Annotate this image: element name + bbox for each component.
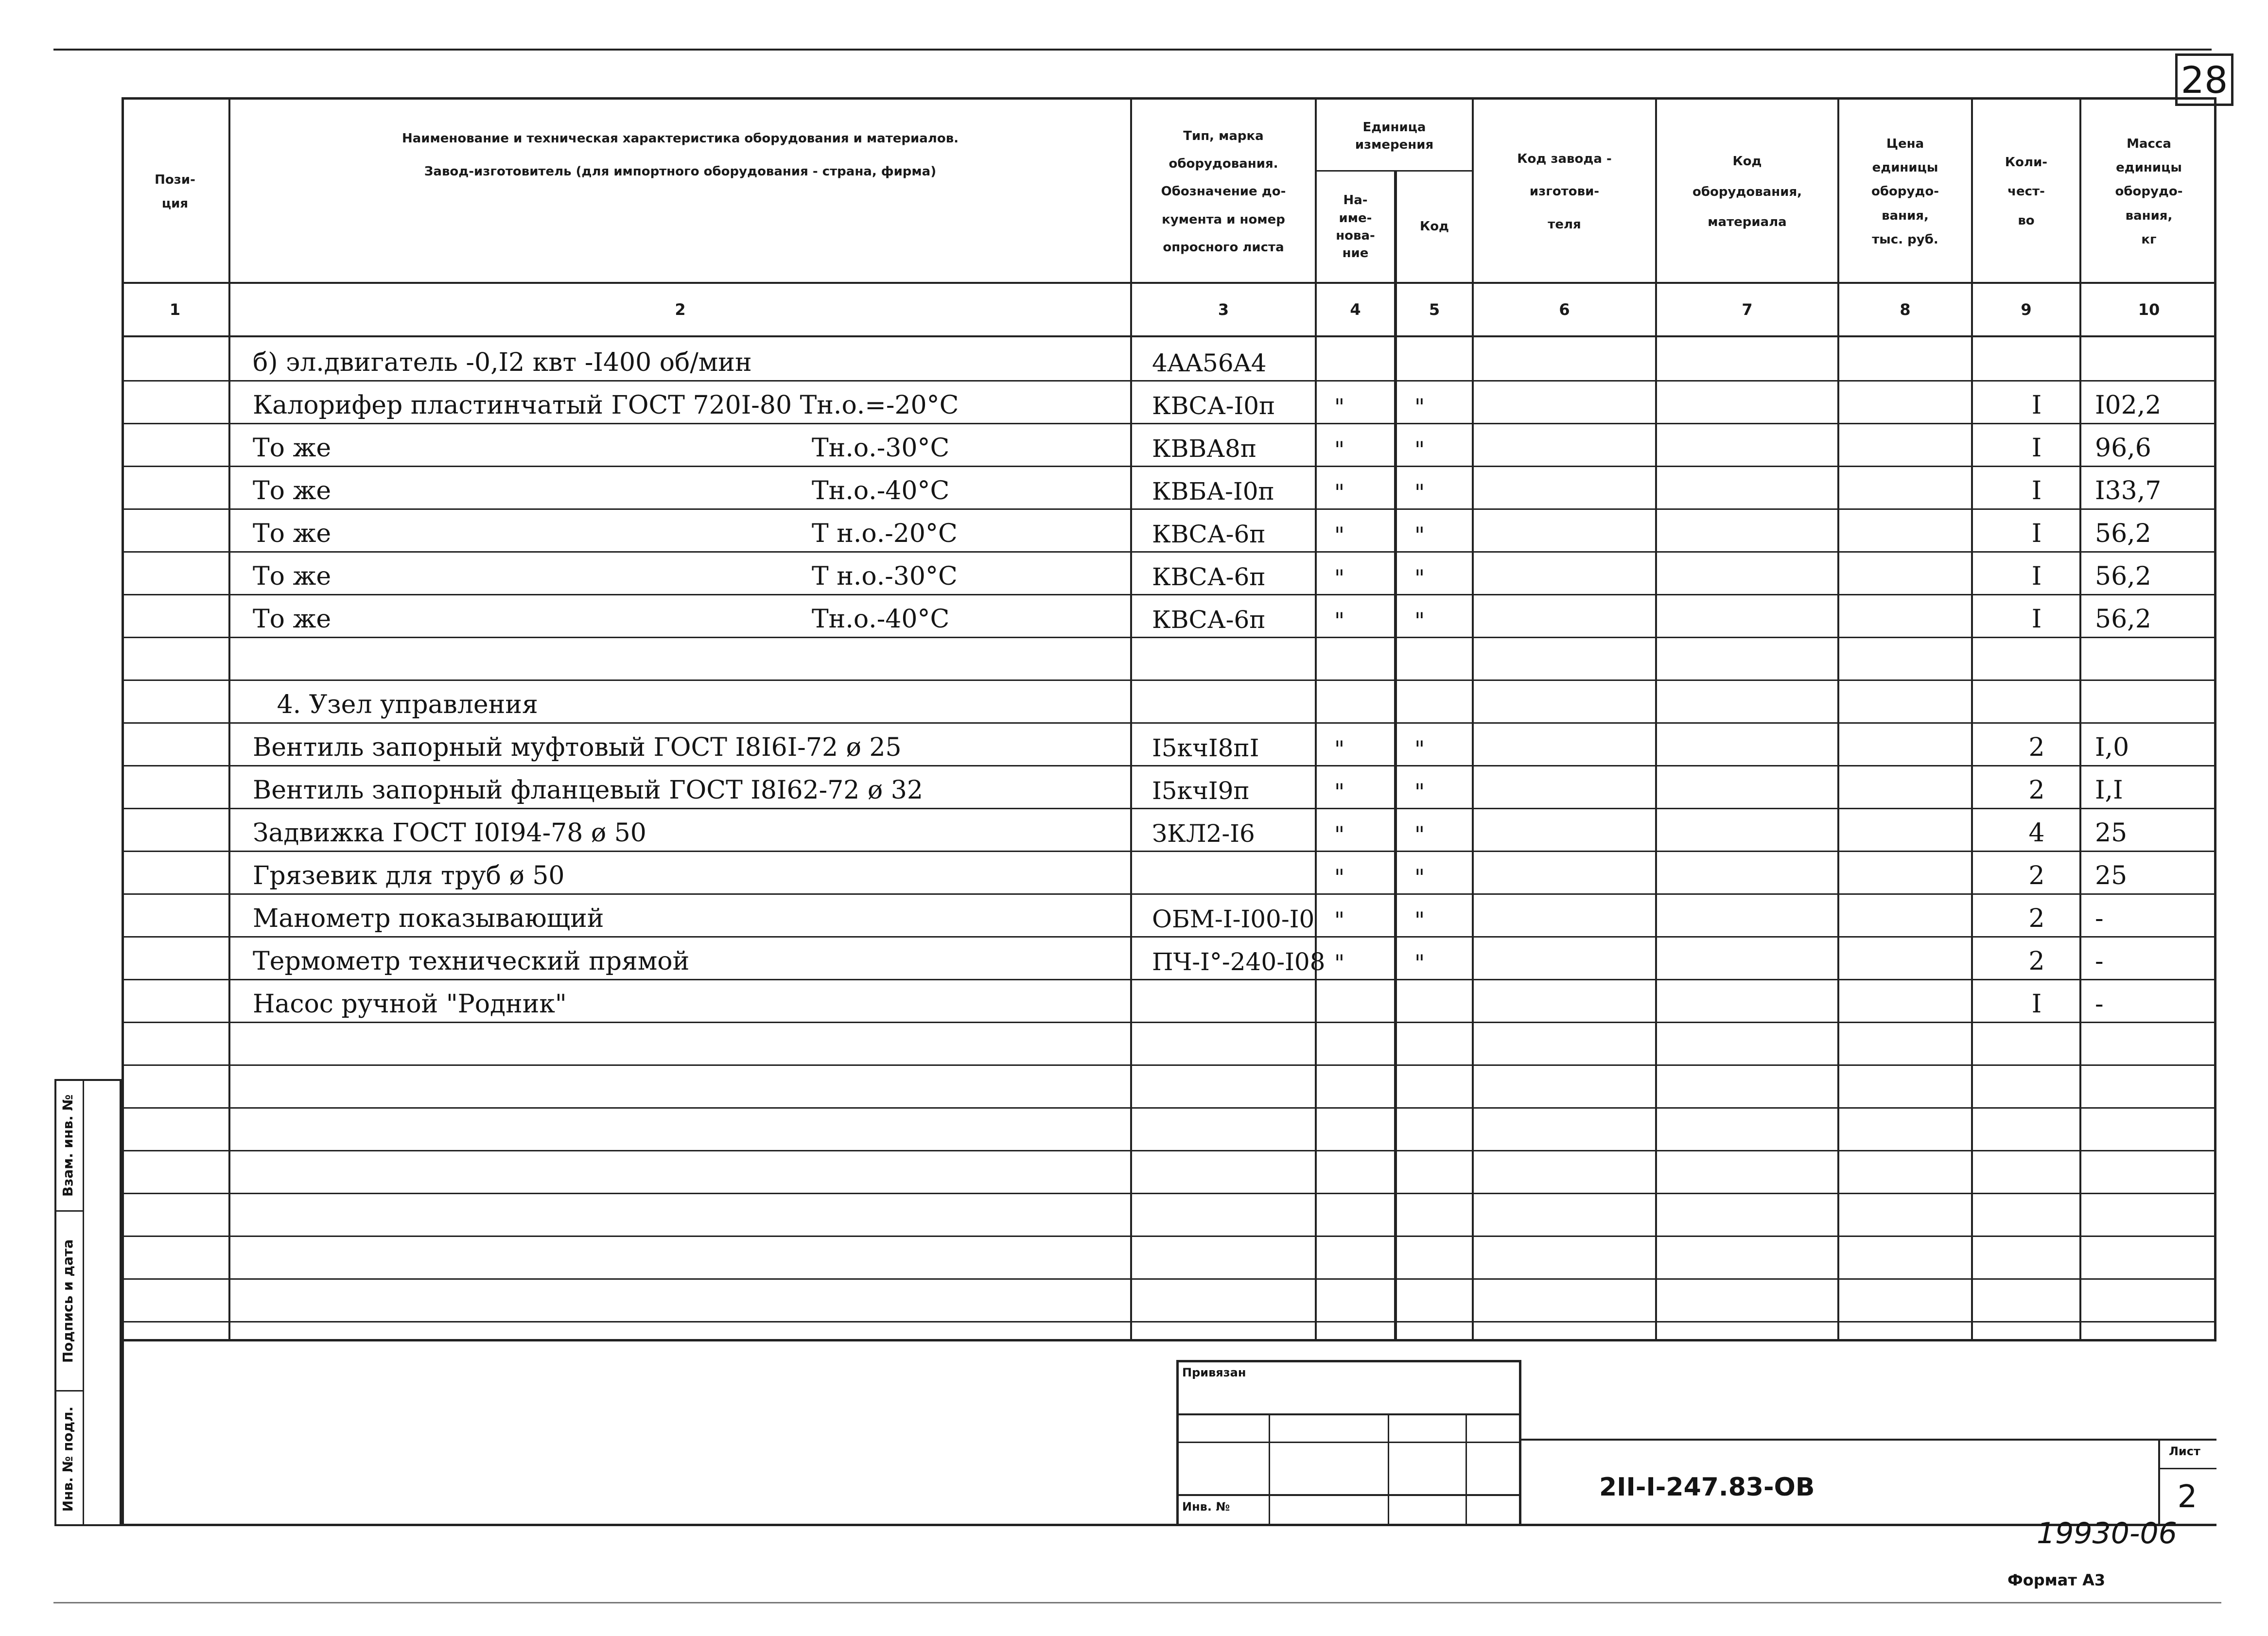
- table-row: [122, 380, 2216, 423]
- col-number-2: 2: [675, 300, 686, 319]
- format-label: Формат А3: [2007, 1571, 2106, 1589]
- col-number-5: 5: [1429, 300, 1440, 319]
- row-quantity: [2007, 637, 2066, 679]
- table-row: [122, 466, 2216, 508]
- title-block-frame: [122, 1341, 2216, 1526]
- table-row: [122, 936, 2216, 979]
- row-unit-name: ": [1334, 522, 1345, 548]
- row-unit-code: ": [1414, 821, 1425, 848]
- header-type: Тип, марка оборудования. Обозначение до- кумента и номер опросного листа: [1161, 129, 1286, 255]
- row-type: КВБА-I0п: [1152, 477, 1274, 505]
- table-row: [122, 765, 2216, 808]
- attached-label: Привязан: [1182, 1366, 1246, 1379]
- header-unit-group: Единица измерения: [1355, 120, 1434, 152]
- header-maker-code: Код завода - изготови- теля: [1517, 151, 1612, 232]
- col-number-1: 1: [169, 300, 181, 319]
- row-type: КВСА-6п: [1152, 606, 1266, 634]
- page-number: 28: [2181, 58, 2228, 102]
- row-type: КВСА-6п: [1152, 563, 1266, 591]
- row-mass: I02,2: [2095, 391, 2162, 420]
- col-number-10: 10: [2138, 300, 2160, 319]
- row-rule: [122, 1150, 2216, 1151]
- archive-number: 19930-06: [2037, 1516, 2177, 1550]
- sheet-box-divider: [2158, 1468, 2216, 1469]
- row-rule: [122, 1022, 2216, 1023]
- document-code: 2II-I-247.83-ОВ: [1599, 1473, 1815, 1502]
- col-number-6: 6: [1559, 300, 1570, 319]
- row-unit-code: ": [1414, 394, 1425, 420]
- row-unit-name: ": [1334, 565, 1345, 591]
- table-row: [122, 551, 2216, 594]
- row-unit-code: ": [1414, 779, 1425, 805]
- row-name: То же: [253, 519, 331, 548]
- sidebar-label-replaced-inv: Взам. инв. №: [60, 1094, 76, 1197]
- row-mass: 96,6: [2095, 434, 2151, 463]
- sidebar-divider: [83, 1079, 84, 1526]
- row-unit-code: ": [1414, 907, 1425, 933]
- row-quantity: I: [2031, 519, 2042, 548]
- row-mass: I,I: [2095, 776, 2123, 805]
- row-quantity: I: [2031, 990, 2042, 1019]
- row-mass: 56,2: [2095, 562, 2151, 591]
- row-name-extra: Тн.о.-40°C: [812, 476, 950, 505]
- row-quantity: [2007, 337, 2066, 380]
- row-quantity: I: [2031, 562, 2042, 591]
- row-name: б) эл.двигатель -0,I2 квт -I400 об/мин: [253, 348, 752, 377]
- row-mass: 25: [2095, 861, 2128, 890]
- row-type: 4AA56A4: [1152, 349, 1267, 377]
- row-name: То же: [253, 476, 331, 505]
- sidebar-divider: [54, 1079, 56, 1526]
- row-quantity: I: [2031, 434, 2042, 463]
- row-unit-name: ": [1334, 479, 1345, 505]
- row-name: Вентиль запорный муфтовый ГОСТ I8I6I-72 ø 25: [253, 733, 902, 762]
- header-equipment-code: Код оборудования, материала: [1692, 154, 1802, 230]
- row-type: I5кчI8пI: [1152, 734, 1259, 762]
- row-quantity: 4: [2028, 818, 2045, 848]
- table-row: [122, 423, 2216, 466]
- header-name: Наименование и техническая характеристика оборудования и материалов. Завод-изготовитель (для импортного оборудования - страна, фирма): [401, 131, 959, 179]
- row-unit-name: ": [1334, 864, 1345, 890]
- row-unit-name: ": [1334, 779, 1345, 805]
- header-mass: Масса единицы оборудо- вания, кг: [2115, 136, 2183, 247]
- row-name: Задвижка ГОСТ I0I94-78 ø 50: [253, 818, 646, 848]
- row-name: Насос ручной "Родник": [253, 990, 567, 1019]
- stamp-line: [1388, 1413, 1389, 1526]
- sidebar-divider: [54, 1210, 84, 1212]
- header-position: Пози- ция: [155, 172, 195, 211]
- table-row: [122, 808, 2216, 851]
- row-quantity: I: [2031, 476, 2042, 505]
- row-unit-code: ": [1414, 522, 1425, 548]
- row-quantity: 2: [2028, 904, 2045, 933]
- row-unit-name: ": [1334, 608, 1345, 634]
- row-name-extra: Тн.о.-30°C: [812, 434, 950, 463]
- row-rule: [122, 1278, 2216, 1280]
- table-row: [122, 337, 2216, 380]
- row-unit-name: ": [1334, 736, 1345, 762]
- row-name: Калорифер пластинчатый ГОСТ 720I-80 Тн.о.=-20°C: [253, 391, 959, 420]
- row-name: То же: [253, 434, 331, 463]
- row-rule: [122, 1064, 2216, 1066]
- row-quantity: I: [2031, 605, 2042, 634]
- table-row: [122, 722, 2216, 765]
- row-type: ЗКЛ2-I6: [1152, 819, 1255, 848]
- row-type: КВСА-6п: [1152, 520, 1266, 548]
- table-row: [122, 851, 2216, 893]
- title-block-top-rule: [1521, 1439, 2216, 1441]
- stamp-line: [1465, 1413, 1467, 1526]
- table-row: [122, 594, 2216, 637]
- row-unit-name: ": [1334, 950, 1345, 976]
- row-unit-code: ": [1414, 436, 1425, 463]
- row-name: То же: [253, 605, 331, 634]
- col-number-7: 7: [1742, 300, 1753, 319]
- col-number-3: 3: [1218, 300, 1229, 319]
- header-unit-code: Код: [1419, 219, 1449, 234]
- table-row: [122, 979, 2216, 1022]
- row-mass: I,0: [2095, 733, 2129, 762]
- row-type: КВСА-I0п: [1152, 392, 1275, 420]
- row-mass: -: [2095, 904, 2104, 933]
- col-number-9: 9: [2021, 300, 2032, 319]
- row-mass: 56,2: [2095, 605, 2151, 634]
- row-quantity: 2: [2028, 733, 2045, 762]
- row-rule: [122, 1193, 2216, 1194]
- row-name-extra: Т н.о.-20°C: [812, 519, 958, 548]
- stamp-line: [1269, 1413, 1270, 1526]
- row-unit-name: ": [1334, 394, 1345, 420]
- row-quantity: I: [2031, 391, 2042, 420]
- row-rule: [122, 1107, 2216, 1109]
- header-unit-name: На- име- нова- ние: [1336, 193, 1375, 261]
- col-number-8: 8: [1900, 300, 1911, 319]
- unit-group-divider: [1315, 170, 1473, 172]
- row-quantity: 2: [2028, 776, 2045, 805]
- row-type: ОБМ-I-I00-I0: [1152, 905, 1315, 933]
- sheet-number: 2: [2177, 1479, 2198, 1515]
- row-unit-code: ": [1414, 736, 1425, 762]
- row-unit-name: ": [1334, 907, 1345, 933]
- table-row: [122, 893, 2216, 936]
- row-type: КВВА8п: [1152, 435, 1257, 463]
- row-name: Манометр показывающий: [253, 904, 604, 933]
- table-row: [122, 637, 2216, 679]
- row-unit-code: ": [1414, 479, 1425, 505]
- row-rule: [122, 1321, 2216, 1323]
- row-mass: -: [2095, 947, 2104, 976]
- table-row: [122, 508, 2216, 551]
- stamp-line: [1176, 1442, 1521, 1443]
- row-name: То же: [253, 562, 331, 591]
- row-type: I5кчI9п: [1152, 777, 1250, 805]
- row-type: ПЧ-I°-240-I08: [1152, 948, 1326, 976]
- row-name-extra: Тн.о.-40°C: [812, 605, 950, 634]
- row-unit-code: ": [1414, 608, 1425, 634]
- col-number-4: 4: [1350, 300, 1361, 319]
- row-name: Грязевик для труб ø 50: [253, 861, 565, 890]
- row-quantity: 2: [2028, 861, 2045, 890]
- header-quantity: Коли- чест- во: [2005, 155, 2048, 228]
- row-unit-code: ": [1414, 565, 1425, 591]
- row-unit-code: ": [1414, 950, 1425, 976]
- sheet-label: Лист: [2169, 1445, 2200, 1458]
- row-mass: 56,2: [2095, 519, 2151, 548]
- page-bottom-rule: [53, 1602, 2221, 1603]
- inv-number-label: Инв. №: [1182, 1500, 1230, 1514]
- stamp-line: [1176, 1494, 1521, 1496]
- table-row: [122, 679, 2216, 722]
- row-name: 4. Узел управления: [253, 690, 538, 719]
- row-unit-name: ": [1334, 821, 1345, 848]
- header-price: Цена единицы оборудо- вания, тыс. руб.: [1871, 136, 1939, 247]
- row-mass: -: [2095, 990, 2104, 1019]
- row-name: Термометр технический прямой: [253, 947, 690, 976]
- row-unit-name: ": [1334, 436, 1345, 463]
- row-mass: 25: [2095, 818, 2128, 848]
- row-quantity: 2: [2028, 947, 2045, 976]
- row-mass: I33,7: [2095, 476, 2162, 505]
- sidebar-label-signature-date: Подпись и дата: [60, 1239, 76, 1363]
- row-unit-code: ": [1414, 864, 1425, 890]
- sidebar-label-inv-original: Инв. № подл.: [60, 1406, 76, 1512]
- row-name: Вентиль запорный фланцевый ГОСТ I8I62-72 ø 32: [253, 776, 923, 805]
- stamp-line: [1176, 1413, 1521, 1415]
- row-name-extra: Т н.о.-30°C: [812, 562, 958, 591]
- row-quantity: [2007, 679, 2066, 722]
- row-rule: [122, 1236, 2216, 1237]
- page-top-rule: [53, 49, 2212, 51]
